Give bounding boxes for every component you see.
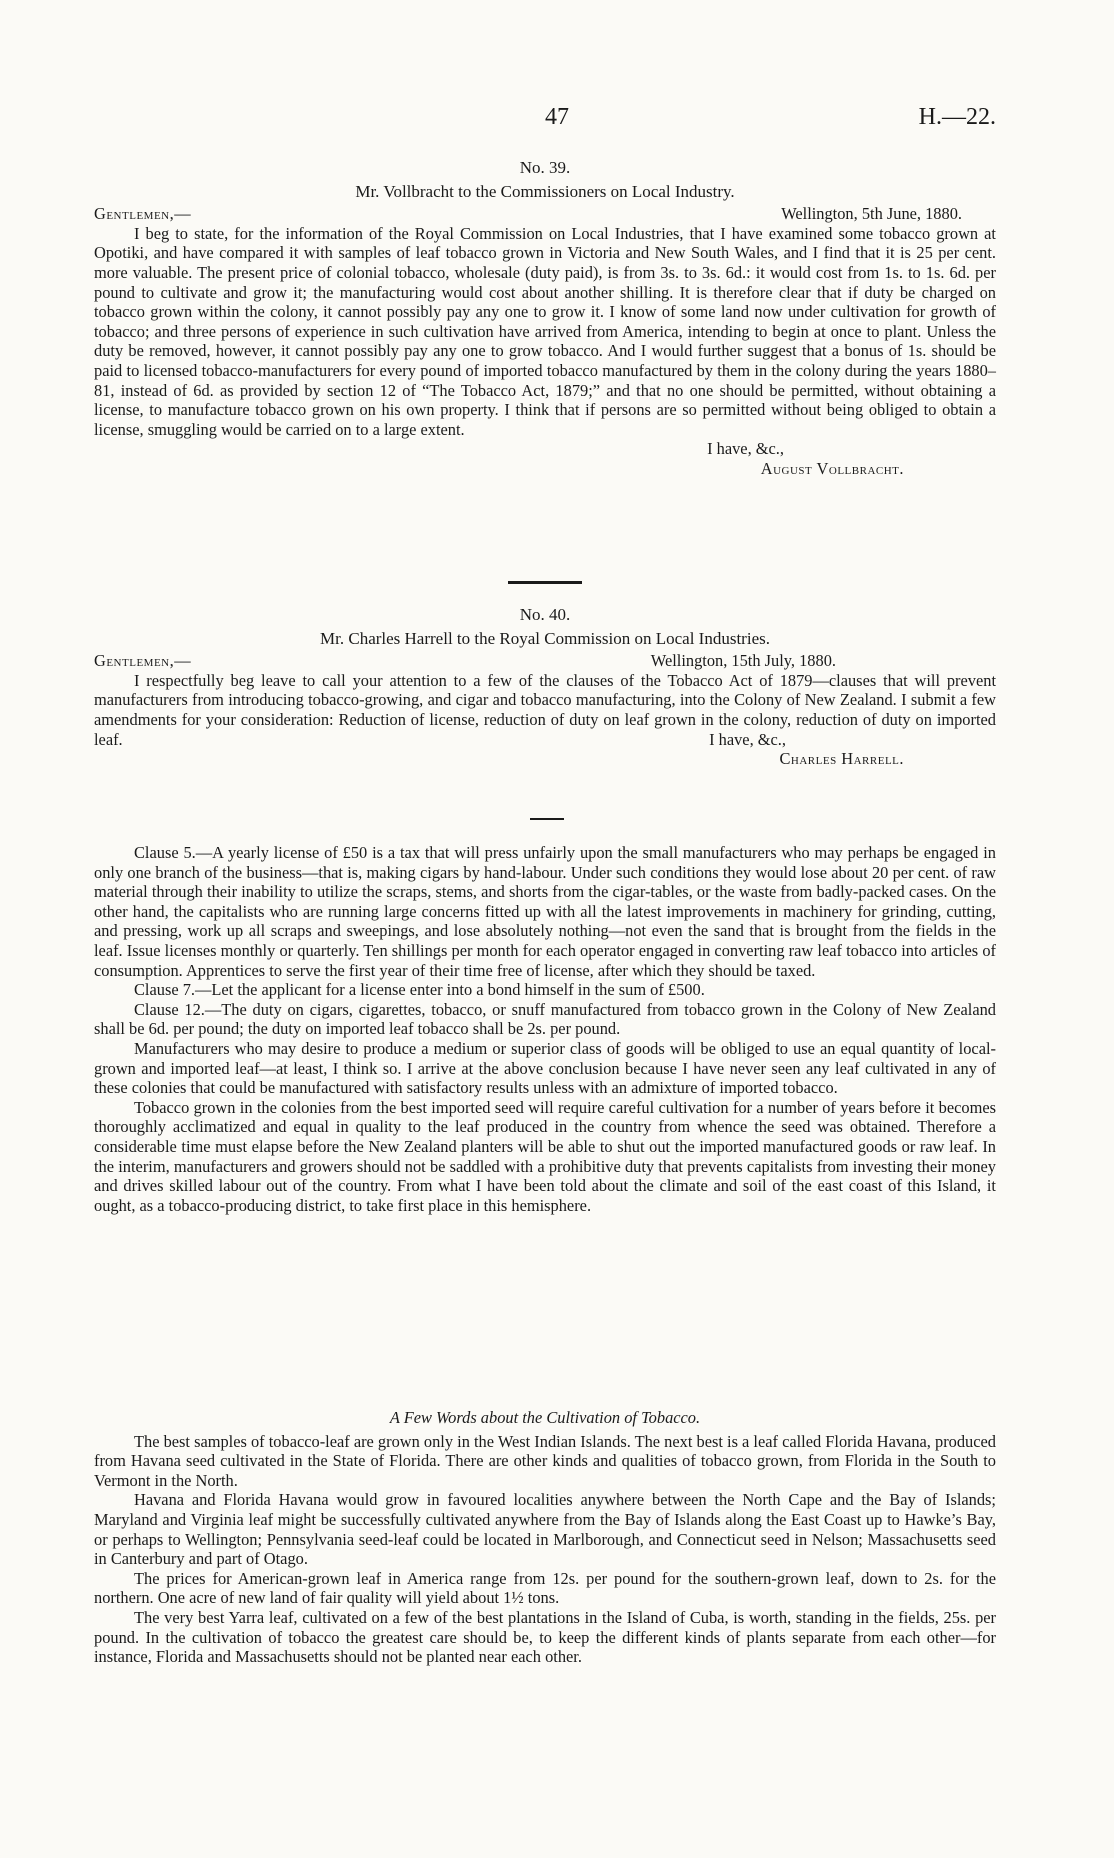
- letter-40-heading: Mr. Charles Harrell to the Royal Commission on Local Industries.: [320, 628, 770, 648]
- letter-39-signature: August Vollbracht.: [760, 458, 904, 478]
- short-divider: [530, 818, 564, 820]
- enclosure-paragraph: Clause 5.—A yearly license of £50 is a tax that will press unfairly upon the small manufacturers who may perhaps be engaged in only one branch of the business—that is, making cigars by hand-labour. Under such conditions they would lose about 20 per cent. of raw material through their inability to utilize the scraps, stems, and shorts from the cigar-tables, or the waste from badly-packed cases. On the other hand, the capitalists who are running large concerns fitted up with all the latest improvements in machinery for grinding, cutting, and pressing, work up all scraps and sweepings, and lose absolutely nothing—not even the sand that is brought from the fields in the leaf. Issue licenses monthly or quarterly. Ten shillings per month for each operator engaged in converting raw leaf tobacco into articles of consumption. Apprentices to serve the first year of their time free of license, after which they should be taxed.: [94, 843, 996, 980]
- enclosure: [94, 843, 996, 1215]
- letter-40-body: I respectfully beg leave to call your attention to a few of the clauses of the Tobacco Act of 1879—clauses that will prevent manufacturers from introducing tobacco-growing, and cigar and tobacco manufacturing, into the Colony of New Zealand. I submit a few amendments for your consideration: Reduction of license, reduction of duty on leaf grown in the colony, reduction of duty on imported leaf.: [94, 670, 996, 749]
- letter-39-heading: Mr. Vollbracht to the Commissioners on Local Industry.: [355, 181, 735, 201]
- letter-39: [94, 158, 996, 479]
- letter-39-body: I beg to state, for the information of the Royal Commission on Local Industries, that I have examined some tobacco grown at Opotiki, and have compared it with samples of leaf tobacco grown in Victoria and New South Wales, and I find that it is 25 per cent. more valuable. The present price of colonial tobacco, wholesale (duty paid), is from 3s. to 3s. 6d.: it would cost from 1s. to 1s. 6d. per pound to cultivate and grow it; the manufacturing would cost about another shilling. It is therefore clear that if duty be charged on tobacco grown within the colony, it cannot possibly pay any one to grow it. I know of some land now under cultivation for growth of tobacco; and three persons of experience in such cultivation have arrived from America, intending to begin at once to plant. Unless the duty be removed, however, it cannot possibly pay any one to grow tobacco. And I would further suggest that a bonus of 1s. should be paid to licensed tobacco-manufacturers for every pound of imported tobacco manufactured by them in the colony during the years 1880–81, instead of 6d. as provided by section 12 of “The Tobacco Act, 1879;” and that no one should be permitted, without obtaining a license, to manufacture tobacco grown on his own property. I think that if persons are so permitted without being obliged to obtain a license, smuggling would be carried on to a large extent.: [94, 223, 996, 439]
- cultivation-paragraph: Havana and Florida Havana would grow in favoured localities anywhere between the North Cape and the Bay of Islands; Maryland and Virginia leaf might be successfully cultivated anywhere from the Bay of Islands along the East Coast up to Hawke’s Bay, or perhaps to Wellington; Pennsylvania seed-leaf could be located in Marlborough, and Connecticut seed in Nelson; Massachusetts seed in Canterbury and part of Otago.: [94, 1490, 996, 1569]
- enclosure-paragraph: Manufacturers who may desire to produce a medium or superior class of goods will be obliged to use an equal quantity of local-grown and imported leaf—at least, I think so. I arrive at the above conclusion because I have never seen any leaf cultivated in any of these colonies that could be manufactured with satisfactory results unless with an admixture of imported tobacco.: [94, 1038, 996, 1098]
- cultivation-section: [94, 1408, 996, 1667]
- cultivation-title: A Few Words about the Cultivation of Tobacco.: [389, 1408, 701, 1427]
- letter-40-salutation-row: [94, 651, 996, 671]
- letter-40-signoff: [94, 730, 996, 769]
- letter-39-salutation: Gentlemen,—: [94, 204, 192, 224]
- letter-40: [94, 605, 996, 769]
- document-reference: H.—22.: [918, 104, 996, 130]
- cultivation-paragraph: The best samples of tobacco-leaf are grown only in the West Indian Islands. The next best is a leaf called Florida Havana, produced from Havana seed cultivated in the State of Florida. There are other kinds and qualities of tobacco grown, from Florida in the South to Vermont in the North.: [94, 1431, 996, 1490]
- letter-39-date: Wellington, 5th June, 1880.: [781, 204, 962, 224]
- enclosure-paragraph: Clause 7.—Let the applicant for a license enter into a bond himself in the sum of £500.: [134, 980, 705, 1000]
- letter-40-closing: I have, &c.,: [709, 729, 786, 749]
- enclosure-paragraph: Clause 12.—The duty on cigars, cigarettes, tobacco, or snuff manufactured from tobacco grown in the Colony of New Zealand shall be 6d. per pound; the duty on imported leaf tobacco shall be 2s. per pound.: [94, 999, 996, 1039]
- letter-40-signature: Charles Harrell.: [779, 749, 904, 769]
- page-number: 47: [545, 104, 569, 130]
- letter-39-closing: I have, &c.,: [707, 439, 784, 459]
- letter-39-number: No. 39.: [519, 158, 571, 177]
- letter-39-salutation-row: [94, 204, 996, 224]
- letter-39-signoff: [94, 439, 996, 478]
- section-divider: [508, 581, 582, 584]
- letter-40-number: No. 40.: [519, 605, 571, 624]
- cultivation-paragraph: The very best Yarra leaf, cultivated on a few of the best plantations in the Island of Cuba, is worth, standing in the fields, 25s. per pound. In the cultivation of tobacco the greatest care should be, to keep the different kinds of plants separate from each other—for instance, Florida and Massachusetts should not be planted near each other.: [94, 1607, 996, 1667]
- enclosure-paragraph: Tobacco grown in the colonies from the best imported seed will require careful cultivation for a number of years before it becomes thoroughly acclimatized and equal in quality to the leaf produced in the country from whence the seed was obtained. Therefore a considerable time must elapse before the New Zealand planters will be able to shut out the imported manufactured goods or raw leaf. In the interim, manufacturers and growers should not be saddled with a prohibitive duty that prevents capitalists from investing their money and drives skilled labour out of the country. From what I have been told about the climate and soil of the east coast of this Island, it ought, as a tobacco-producing district, to take first place in this hemisphere.: [94, 1097, 996, 1215]
- letter-40-date: Wellington, 15th July, 1880.: [650, 651, 836, 671]
- cultivation-paragraph: The prices for American-grown leaf in America range from 12s. per pound for the southern-grown leaf, down to 2s. for the northern. One acre of new land of fair quality will yield about 1½ tons.: [94, 1568, 996, 1608]
- letter-40-salutation: Gentlemen,—: [94, 651, 192, 671]
